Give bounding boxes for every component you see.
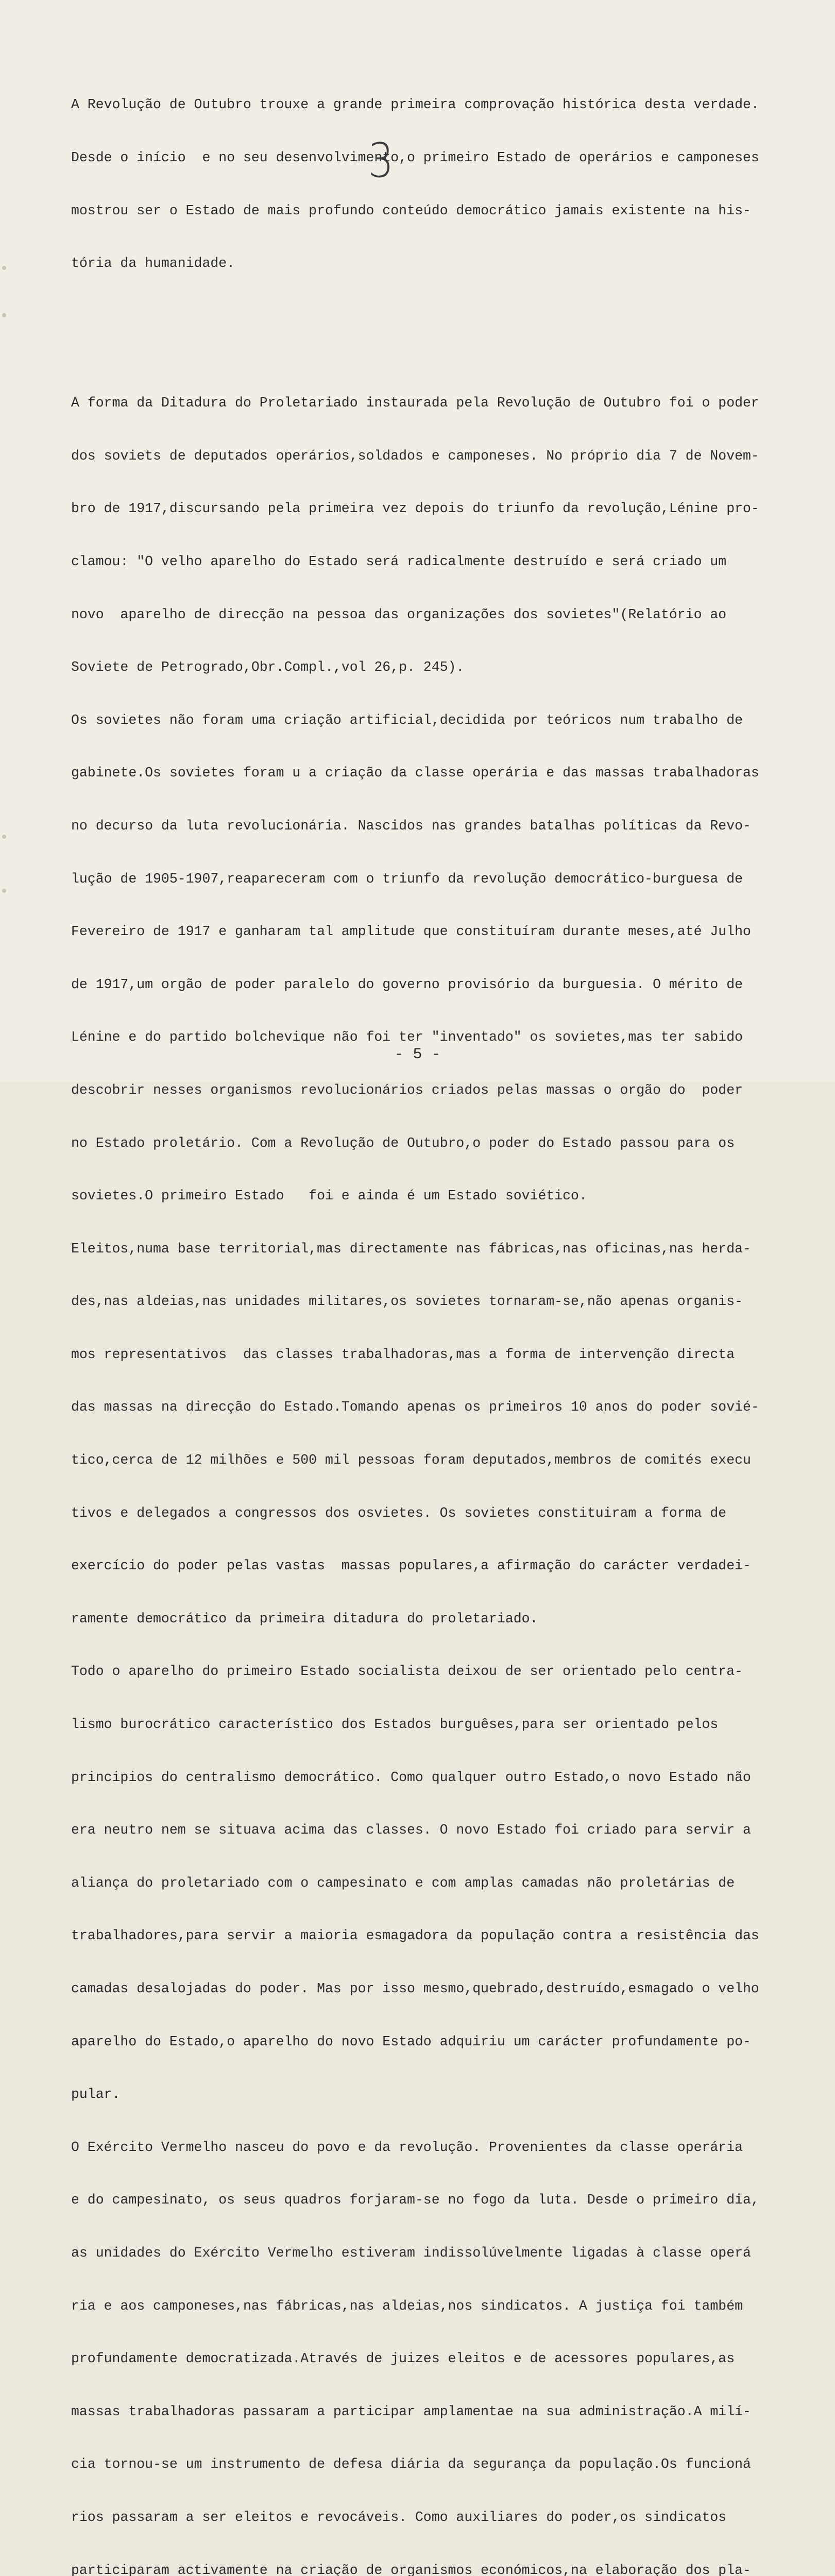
intro-line: Desde o início e no seu desenvolvimento,o primeiro Estado de operários e camponeses [71,150,759,165]
binding-hole-mark [2,313,6,317]
page-number: - 5 - [394,1046,441,1063]
body-line: massas trabalhadoras passaram a participar amplamentae na sua administração.A milí- [71,2403,751,2419]
typed-text-block [71,61,777,2576]
body-line: descobrir nesses organismos revolucionários criados pelas massas o orgão do poder [71,1082,743,1098]
body-line: no decurso da luta revolucionária. Nascidos nas grandes batalhas políticas da Revo- [71,818,751,834]
body-line: no Estado proletário. Com a Revolução de Outubro,o poder do Estado passou para os [71,1135,735,1151]
body-line: Os sovietes não foram uma criação artificial,decidida por teóricos num trabalho de [71,712,743,728]
body-line: das massas na direcção do Estado.Tomando apenas os primeiros 10 anos do poder sovié- [71,1399,759,1415]
binding-hole-mark [2,889,6,893]
body-line: principios do centralismo democrático. Como qualquer outro Estado,o novo Estado não [71,1769,751,1785]
body-line: exercício do poder pelas vastas massas populares,a afirmação do carácter verdadei- [71,1558,751,1574]
binding-hole-mark [2,835,6,839]
body-line: Soviete de Petrogrado,Obr.Compl.,vol 26,p. 245). [71,659,465,675]
body-line: dos soviets de deputados operários,soldados e camponeses. No próprio dia 7 de Novem- [71,448,759,464]
body-line: tivos e delegados a congressos dos osvietes. Os sovietes constituiram a forma de [71,1505,727,1521]
body-line: trabalhadores,para servir a maioria esmagadora da população contra a resistência das [71,1928,759,1944]
body-line: ria e aos camponeses,nas fábricas,nas aldeias,nos sindicatos. A justiça foi também [71,2298,743,2314]
body-line: lismo burocrático característico dos Estados burguêses,para ser orientado pelos [71,1717,719,1733]
body-line: novo aparelho de direcção na pessoa das organizações dos sovietes"(Relatório ao [71,606,727,622]
body-line: des,nas aldeias,nas unidades militares,os sovietes tornaram-se,não apenas organis- [71,1294,743,1310]
intro-line: mostrou ser o Estado de mais profundo conteúdo democrático jamais existente na his- [71,202,751,218]
body-line: aparelho do Estado,o aparelho do novo Estado adquiriu um carácter profundamente po- [71,2033,751,2049]
section-number: 3 [368,133,394,188]
body-line: aliança do proletariado com o campesinato e com amplas camadas não proletárias de [71,1875,735,1891]
body-line: era neutro nem se situava acima das classes. O novo Estado foi criado para servir a [71,1822,751,1838]
body-line: camadas desalojadas do poder. Mas por isso mesmo,quebrado,destruído,esmagado o velho [71,1981,759,1996]
intro-line: tória da humanidade. [71,256,235,272]
binding-hole-mark [2,266,6,270]
body-line: profundamente democratizada.Através de juizes eleitos e de acessores populares,as [71,2351,735,2367]
body-line: pular. [71,2087,121,2103]
body-line: sovietes.O primeiro Estado foi e ainda é um Estado soviético. [71,1188,587,1204]
body-line: gabinete.Os sovietes foram u a criação da classe operária e das massas trabalhadoras [71,765,759,781]
body-line: tico,cerca de 12 milhões e 500 mil pessoas foram deputados,membros de comités execu [71,1452,751,1468]
body-line: de 1917,um orgão de poder paralelo do governo provisório da burguesia. O mérito de [71,976,743,992]
body-line: Todo o aparelho do primeiro Estado socialista deixou de ser orientado pelo centra- [71,1664,743,1680]
body-line: Lénine e do partido bolchevique não foi ter "inventado" os sovietes,mas ter sabido [71,1029,743,1045]
body-line: cia tornou-se um instrumento de defesa diária da segurança da população.Os funcioná [71,2456,751,2472]
body-line: A forma da Ditadura do Proletariado instaurada pela Revolução de Outubro foi o poder [71,395,759,411]
body-line: ramente democrático da primeira ditadura do proletariado. [71,1611,538,1626]
body-line: lução de 1905-1907,reapareceram com o triunfo da revolução democrático-burguesa de [71,871,743,887]
body-line: Fevereiro de 1917 e ganharam tal amplitude que constituíram durante meses,até Julho [71,924,751,940]
body-line: mos representativos das classes trabalhadoras,mas a forma de intervenção directa [71,1346,735,1362]
body-line: clamou: "O velho aparelho do Estado será radicalmente destruído e será criado um [71,553,727,569]
body-line: as unidades do Exército Vermelho estiveram indissolúvelmente ligadas à classe operá [71,2245,751,2261]
intro-line: A Revolução de Outubro trouxe a grande primeira comprovação histórica desta verdade. [71,97,759,113]
body-line: Eleitos,numa base territorial,mas directamente nas fábricas,nas oficinas,nas herda- [71,1241,751,1257]
body-line: e do campesinato, os seus quadros forjaram-se no fogo da luta. Desde o primeiro dia, [71,2192,759,2208]
body-line: rios passaram a ser eleitos e revocáveis. Como auxiliares do poder,os sindicatos [71,2509,727,2525]
body-line: participaram activamente na criação de organismos económicos,na elaboração dos pla- [71,2562,751,2576]
body-line: O Exército Vermelho nasceu do povo e da revolução. Provenientes da classe operária [71,2139,743,2155]
body-line: bro de 1917,discursando pela primeira vez depois do triunfo da revolução,Lénine pro- [71,501,759,517]
